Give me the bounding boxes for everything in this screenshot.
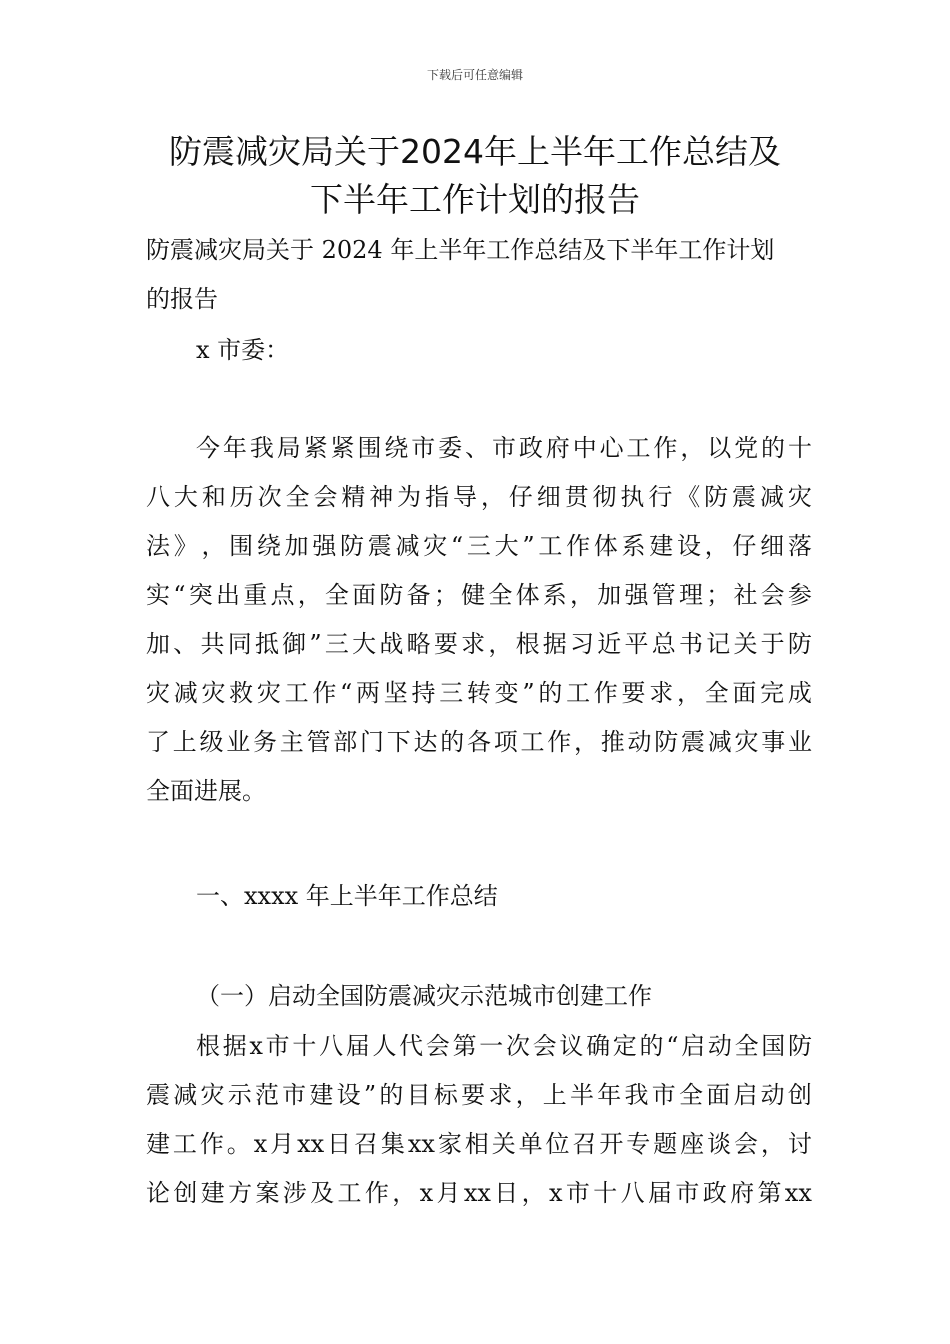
paragraph-line: 震 减 灾 示 范 市 建 设 ” 的 目 标 要 求 ， 上 半 年 我 市 全 面 启 动 创: [146, 1081, 812, 1109]
paragraph-line: 论 创 建 方 案 涉 及 工 作 ， x 月 xx 日 ， x 市 十 八 届 市 政 府 第 xx: [146, 1179, 812, 1207]
paragraph-line: 今 年 我 局 紧 紧 围 绕 市 委 、 市 政 府 中 心 工 作 ， 以 党 的 十: [196, 434, 812, 462]
paragraph-line: 加 、 共 同 抵 御 ” 三 大 战 略 要 求 ， 根 据 习 近 平 总 书 记 关 于 防: [146, 630, 812, 658]
subsection-heading: （一）启动全国防震减灾示范城市创建工作: [196, 982, 652, 1010]
paragraph-line: 根 据 x 市 十 八 届 人 代 会 第 一 次 会 议 确 定 的 “ 启 动 全 国 防: [196, 1032, 812, 1060]
document-title-line: 下半年工作计划的报告: [310, 180, 640, 219]
subtitle-line: 的报告: [146, 285, 218, 313]
subtitle-line: 防震减灾局关于 2024 年上半年工作总结及下半年工作计划: [146, 236, 775, 264]
section-heading: 一、xxxx 年上半年工作总结: [196, 882, 498, 910]
salutation: x 市委：: [196, 336, 290, 364]
paragraph-line: 建 工 作 。 x 月 xx 日 召 集 xx 家 相 关 单 位 召 开 专 题 座 谈 会 ， 讨: [146, 1130, 812, 1158]
document-title-line: 防震减灾局关于2024年上半年工作总结及: [169, 132, 781, 171]
paragraph-line: 全面进展。: [146, 777, 266, 805]
document-title: [120, 128, 830, 224]
paragraph-line: 了 上 级 业 务 主 管 部 门 下 达 的 各 项 工 作 ， 推 动 防 震 减 灾 事 业: [146, 728, 812, 756]
paragraph-line: 实 “ 突 出 重 点 ， 全 面 防 备 ； 健 全 体 系 ， 加 强 管 理 ； 社 会 参: [146, 581, 812, 609]
paragraph-line: 灾 减 灾 救 灾 工 作 “ 两 坚 持 三 转 变 ” 的 工 作 要 求 ， 全 面 完 成: [146, 679, 812, 707]
subtitle: [146, 226, 812, 324]
paragraph-line: 法 》 ， 围 绕 加 强 防 震 减 灾 “ 三 大 ” 工 作 体 系 建 设 ， 仔 细 落: [146, 532, 812, 560]
paragraph-line: 八 大 和 历 次 全 会 精 神 为 指 导 ， 仔 细 贯 彻 执 行 《 防 震 减 灾: [146, 483, 812, 511]
paragraph-creation: [146, 1022, 812, 1218]
header-note: 下载后可任意编辑: [426, 68, 523, 82]
paragraph-intro: [146, 424, 812, 816]
